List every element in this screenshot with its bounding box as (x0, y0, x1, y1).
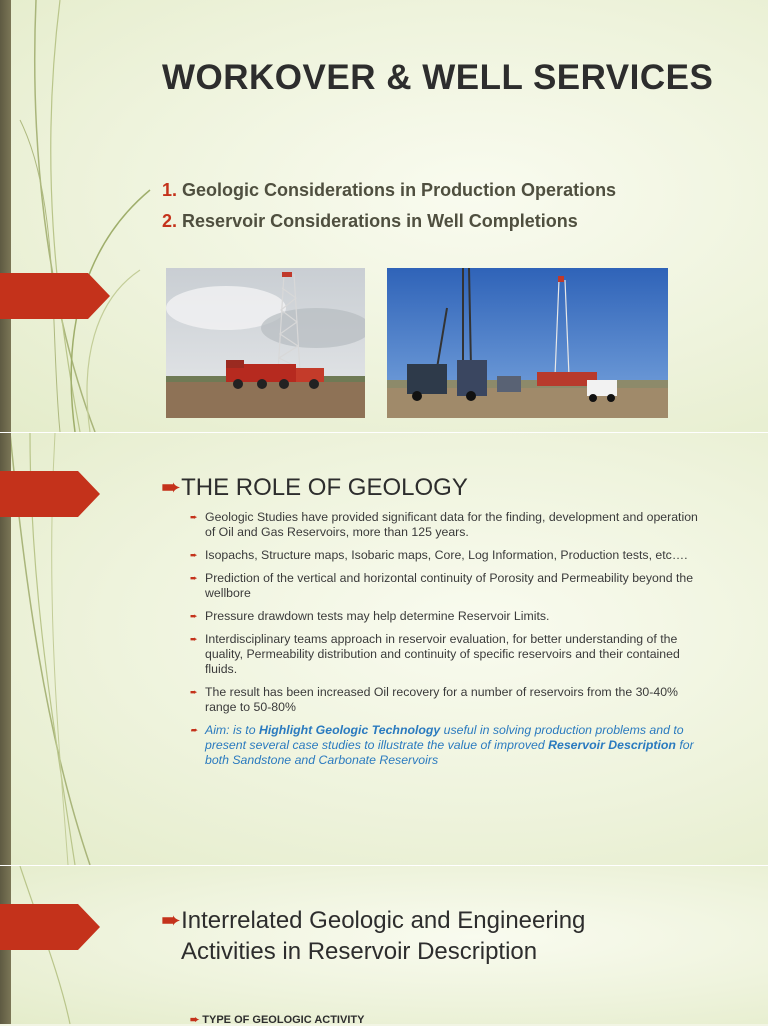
list-item: ➨ The result has been increased Oil recovery for a number of reservoirs from the 30-40% range to 50-80% (190, 685, 678, 714)
left-accent-bar (0, 0, 11, 432)
arrow-bullet-icon: ➨ (190, 512, 198, 522)
slide-1 (0, 0, 768, 432)
arrow-tag (0, 904, 110, 950)
list-item: ➨ Geologic Studies have provided significant data for the finding, development and operation of Oil and Gas Reservoirs, more than 125 years. (190, 510, 698, 539)
arrow-bullet-icon: ➨ (190, 573, 198, 583)
list-item: ➨ Interdisciplinary teams approach in reservoir evaluation, for better understanding of the quality, Permeability distribution and continuity of specific reservoirs and their contained fluids. (190, 632, 680, 676)
decorative-curves (0, 0, 160, 432)
aim-statement: ➨ Aim: is to Highlight Geologic Technology useful in solving production problems and to present several case studies to illustrate the value of improved Reservoir Description for both Sandstone and Carbonate Reservoirs (190, 723, 694, 767)
list-item: ➨ Pressure drawdown tests may help determine Reservoir Limits. (190, 609, 550, 623)
interrelated-activities-heading: ➨Interrelated Geologic and Engineering Activities in Reservoir Description (161, 907, 586, 965)
arrow-bullet-icon: ➨ (161, 907, 182, 934)
arrow-bullet-icon: ➨ (190, 1014, 200, 1026)
list-item: ➨ Isopachs, Structure maps, Isobaric maps, Core, Log Information, Production tests, etc…. (190, 548, 688, 562)
arrow-bullet-icon: ➨ (190, 725, 198, 735)
numbered-list (162, 180, 616, 242)
workover-rig-photo (166, 268, 365, 418)
list-item: ➨ Prediction of the vertical and horizontal continuity of Porosity and Permeability beyond the wellbore (190, 571, 694, 600)
list-item: 1. Geologic Considerations in Production Operations (162, 180, 617, 200)
geology-bullet-list (190, 510, 710, 776)
arrow-bullet-icon: ➨ (190, 611, 198, 621)
well-service-trucks-photo (387, 268, 668, 418)
arrow-bullet-icon: ➨ (161, 474, 182, 501)
arrow-bullet-icon: ➨ (190, 687, 198, 697)
list-item: 2. Reservoir Considerations in Well Completions (162, 211, 578, 231)
arrow-tag (0, 471, 110, 517)
slide-title: WORKOVER & WELL SERVICES (162, 58, 714, 97)
arrow-tag (0, 273, 110, 319)
geologic-activity-subheading: ➨ TYPE OF GEOLOGIC ACTIVITY (190, 1014, 365, 1026)
role-of-geology-heading: ➨THE ROLE OF GEOLOGY (161, 474, 468, 501)
arrow-bullet-icon: ➨ (190, 550, 198, 560)
arrow-bullet-icon: ➨ (190, 634, 198, 644)
